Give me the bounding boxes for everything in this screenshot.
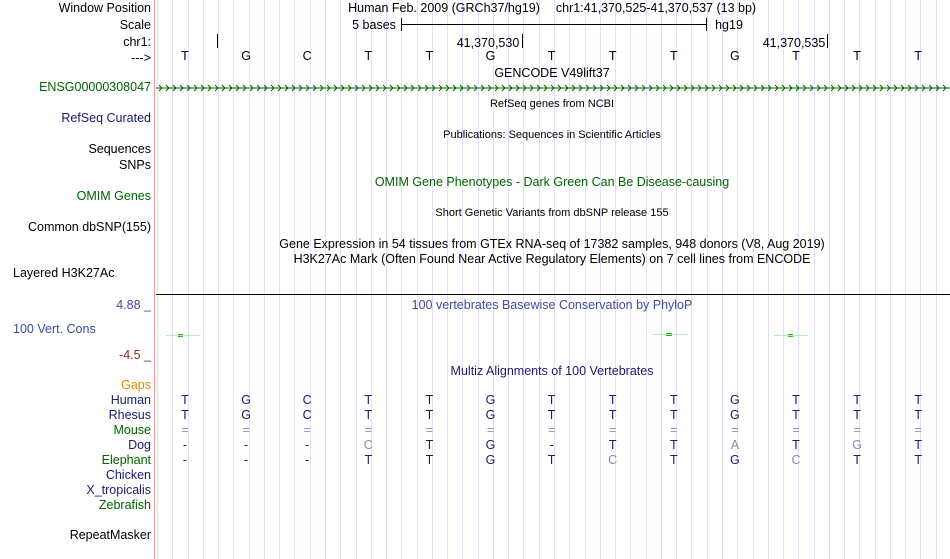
elephant-base: G [485, 453, 496, 467]
human-base: T [914, 393, 922, 407]
dog-base: A [730, 438, 740, 452]
elephant-base: - [305, 453, 310, 467]
track-label-panel [0, 0, 155, 559]
gene-track-label[interactable]: ENSG00000308047 [39, 80, 151, 94]
human-base: T [364, 393, 373, 407]
phylop-track-title: 100 vertebrates Basewise Conservation by PhyloP [411, 298, 693, 312]
scale-bar-left-tick [401, 18, 402, 31]
mouse-base: = [792, 423, 800, 437]
multiz-track-title: Multiz Alignments of 100 Vertebrates [450, 364, 654, 378]
species-human-label: Human [110, 393, 151, 407]
elephant-base: C [608, 453, 618, 467]
chr-label[interactable]: chr1: [123, 35, 151, 49]
reference-base: G [730, 49, 740, 63]
human-base: T [425, 393, 434, 407]
dog-base: T [792, 438, 800, 452]
mouse-base: = [547, 423, 556, 437]
species-zebrafish-label: Zebrafish [98, 498, 151, 512]
repeatmasker-track-label[interactable]: RepeatMasker [69, 528, 151, 542]
dog-base: G [852, 438, 862, 452]
human-base: T [669, 393, 678, 407]
refseq-track-label[interactable]: RefSeq Curated [61, 111, 151, 125]
ruler-coord-1: 41,370,530 [456, 36, 520, 50]
dog-base: T [608, 438, 617, 452]
elephant-base: T [914, 453, 922, 467]
scale-label[interactable]: Scale [119, 18, 151, 32]
mouse-base: = [181, 423, 189, 437]
browser-track-area[interactable] [156, 0, 950, 559]
reference-base: T [181, 49, 189, 63]
reference-base: C [302, 49, 312, 63]
human-base: T [181, 393, 189, 407]
position-readout: chr1:41,370,525-41,370,537 (13 bp) [555, 1, 757, 15]
mouse-base: = [486, 423, 495, 437]
omim-track-label[interactable]: OMIM Genes [76, 189, 151, 203]
rhesus-base: T [669, 408, 678, 422]
gaps-label: Gaps [121, 378, 151, 392]
window-position-label[interactable]: Window Position [58, 1, 151, 15]
reference-base: G [485, 49, 496, 63]
elephant-base: T [425, 453, 434, 467]
reference-base: T [853, 49, 861, 63]
rhesus-base: G [241, 408, 251, 422]
elephant-base: - [182, 453, 188, 467]
species-elephant-label: Elephant [101, 453, 151, 467]
dbsnp-track-label[interactable]: Common dbSNP(155) [28, 220, 151, 234]
human-base: T [792, 393, 800, 407]
gtex-track-title: Gene Expression in 54 tissues from GTEx RNA-seq of 17382 samples, 948 donors (V8, Aug 2019) [279, 237, 825, 251]
mouse-base: = [914, 423, 922, 437]
dog-base: C [363, 438, 373, 452]
mouse-base: = [425, 423, 434, 437]
human-base: T [608, 393, 617, 407]
mouse-base: = [609, 423, 617, 437]
cons-min-label: -4.5 _ [119, 348, 151, 362]
conservation-faint-3 [774, 335, 808, 336]
human-base: T [547, 393, 556, 407]
reference-base: T [669, 49, 678, 63]
rhesus-base: G [730, 408, 740, 422]
gencode-track-title: GENCODE V49lift37 [494, 66, 610, 80]
rhesus-base: T [181, 408, 189, 422]
ruler-tick-c [827, 34, 828, 48]
rhesus-base: T [853, 408, 861, 422]
elephant-base: C [791, 453, 801, 467]
dog-base: - [305, 438, 310, 452]
h3k27ac-track-title: H3K27Ac Mark (Often Found Near Active Regulatory Elements) on 7 cell lines from ENCODE [293, 252, 811, 266]
human-base: G [241, 393, 251, 407]
ruler-coord-2: 41,370,535 [762, 36, 826, 50]
dog-base: T [425, 438, 434, 452]
elephant-base: - [244, 453, 249, 467]
dog-base: - [549, 438, 554, 452]
rhesus-base: T [792, 408, 800, 422]
human-base: G [730, 393, 740, 407]
scale-bar-text: 5 bases [352, 18, 396, 32]
rhesus-base: T [608, 408, 617, 422]
elephant-base: T [853, 453, 861, 467]
omim-track-title: OMIM Gene Phenotypes - Dark Green Can Be Disease-causing [374, 175, 730, 189]
human-base: G [485, 393, 496, 407]
mouse-base: = [364, 423, 372, 437]
mouse-base: = [731, 423, 739, 437]
elephant-base: G [730, 453, 740, 467]
reference-base: T [914, 49, 922, 63]
elephant-base: T [364, 453, 373, 467]
conservation-faint-1 [166, 335, 200, 336]
assembly-title: Human Feb. 2009 (GRCh37/hg19) [348, 1, 540, 15]
rhesus-base: G [485, 408, 496, 422]
strand-arrow-label[interactable]: ---> [131, 51, 151, 65]
reference-base: T [425, 49, 434, 63]
dog-base: - [182, 438, 188, 452]
reference-base: T [792, 49, 800, 63]
scale-bar [401, 24, 707, 25]
rhesus-base: T [547, 408, 556, 422]
rhesus-base: T [364, 408, 373, 422]
gene-model-line[interactable] [156, 82, 950, 94]
scale-bar-right-tick [706, 18, 707, 31]
scale-db-label: hg19 [715, 18, 743, 32]
species-chicken-label: Chicken [105, 468, 151, 482]
dog-base: - [244, 438, 249, 452]
reference-base: T [608, 49, 617, 63]
dog-base: G [485, 438, 496, 452]
h3k27ac-track-label[interactable]: Layered H3K27Ac [13, 266, 115, 280]
species-mouse-label: Mouse [113, 423, 151, 437]
species-dog-label: Dog [128, 438, 151, 452]
ruler-tick-a [217, 34, 218, 48]
mouse-base: = [670, 423, 678, 437]
human-base: C [302, 393, 312, 407]
rhesus-base: T [425, 408, 434, 422]
conservation-faint-2 [652, 334, 688, 335]
dbsnp-track-title: Short Genetic Variants from dbSNP release 155 [435, 207, 669, 219]
mouse-base: = [242, 423, 250, 437]
mouse-base: = [853, 423, 861, 437]
reference-base: T [364, 49, 373, 63]
rhesus-base: C [302, 408, 312, 422]
cons-track-label[interactable]: 100 Vert. Cons [13, 322, 96, 336]
dog-base: T [914, 438, 922, 452]
reference-base: G [241, 49, 251, 63]
human-base: T [853, 393, 861, 407]
species-xtropicalis-label: X_tropicalis [86, 483, 151, 497]
sequences-track-label[interactable]: Sequences [88, 142, 151, 156]
reference-base: T [547, 49, 556, 63]
elephant-base: T [547, 453, 556, 467]
dog-base: T [669, 438, 678, 452]
cons-max-label: 4.88 _ [116, 298, 151, 312]
species-rhesus-label: Rhesus [108, 408, 151, 422]
rhesus-base: T [914, 408, 922, 422]
mouse-base: = [303, 423, 311, 437]
snps-track-label[interactable]: SNPs [119, 158, 151, 172]
conservation-baseline [156, 294, 950, 295]
ruler-tick-b [522, 34, 523, 48]
pubs-track-title: Publications: Sequences in Scientific Articles [443, 129, 661, 141]
elephant-base: T [669, 453, 678, 467]
refseq-track-title: RefSeq genes from NCBI [489, 98, 615, 110]
